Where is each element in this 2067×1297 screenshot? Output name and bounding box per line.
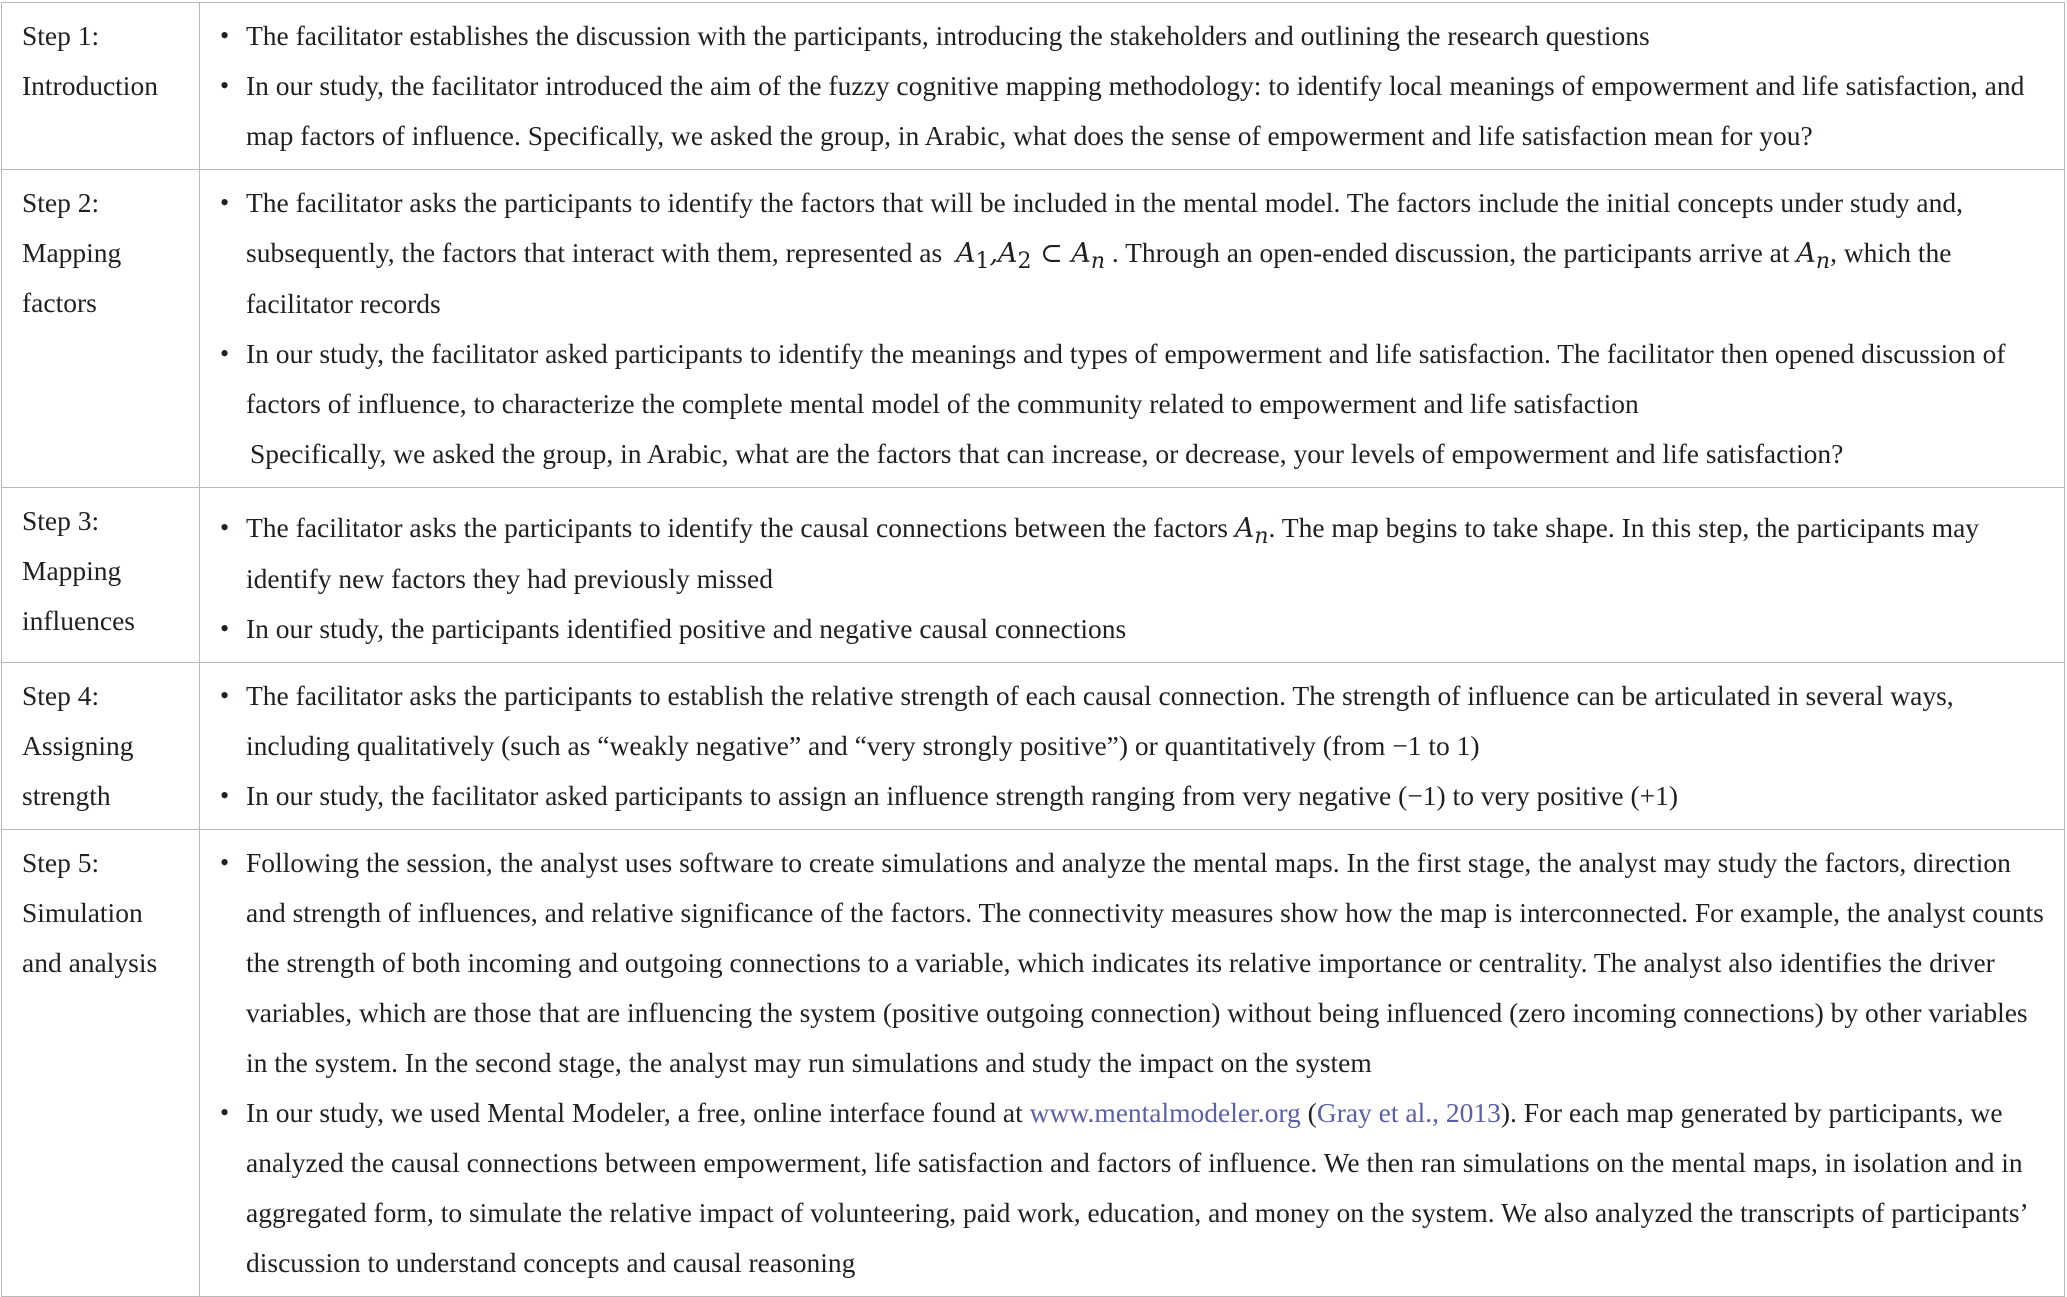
step-number: Step 1:: [22, 20, 100, 51]
paren: (: [1307, 1097, 1317, 1128]
step-description-cell: [200, 663, 2065, 830]
step-name-line: and analysis: [22, 947, 158, 978]
step-label-cell: [2, 488, 200, 663]
table-row-step-4: [2, 663, 2065, 830]
bullet-item: [228, 1088, 2050, 1288]
bullet-text: . The map begins to take shape. In this step, the participants may identify new factors they had previously missed: [246, 512, 1980, 594]
step-label-cell: [2, 170, 200, 488]
step-number: Step 5:: [22, 847, 100, 878]
bullet-text: . Through an open-ended discussion, the participants arrive at: [1111, 237, 1790, 268]
bullet-list: [228, 11, 2050, 161]
bullet-text: ). For each map generated by participants, we analyzed the causal connections between empowerment, life satisfaction and factors of influence. We then ran simulations on the mental maps, in isolation and in aggregated form, to simulate the relative impact of volunteering, paid work, education, and money on the system. We also analyzed the transcripts of participants’ discussion to understand concepts and causal reasoning: [246, 1097, 2027, 1278]
step-description-cell: [200, 3, 2065, 170]
step-number: Step 2:: [22, 187, 100, 218]
step-name-line: influences: [22, 605, 136, 636]
step-name-line: strength: [22, 780, 111, 811]
bullet-item: • In our study, the facilitator asked participants to assign an influence strength ranging from very negative (−1) to very positive (+1): [228, 771, 2050, 821]
step-label-cell: [2, 3, 200, 170]
step-description-cell: [200, 488, 2065, 663]
bullet-item: [228, 329, 2050, 429]
bullet-text: The facilitator asks the participants to identify the factors that will be included in the mental model. The factors include the initial concepts under study and, subsequently, the factors that interact with them, represented as: [246, 187, 1963, 268]
bullet-text: , which the facilitator records: [246, 237, 1952, 319]
bullet-list: [228, 838, 2050, 1288]
table-row-step-2: [2, 170, 2065, 488]
table-row-step-5: [2, 830, 2065, 1297]
citation-link[interactable]: Gray et al., 2013: [1316, 1097, 1501, 1128]
factor-formula: $A_n$: [1234, 513, 1269, 549]
bullet-text: In our study, we used Mental Modeler, a free, online interface found at: [246, 1097, 1023, 1128]
step-description-cell: [200, 170, 2065, 488]
step-name-line: Introduction: [22, 70, 158, 101]
bullet-list: [228, 671, 2050, 821]
bullet-item: [228, 178, 2050, 329]
step-name-line: Mapping: [22, 237, 122, 268]
step-name-line: Simulation: [22, 897, 143, 928]
step-name-line: factors: [22, 287, 97, 318]
bullet-text: In our study, the facilitator asked participants to identify the meanings and types of empowerment and life satisfaction. The facilitator then opened discussion of factors of influence, to characterize the complete mental model of the community related to empowerment and life satisfaction: [246, 338, 2006, 419]
step-label-cell: [2, 663, 200, 830]
bullet-item: [228, 503, 2050, 604]
step-name-line: Assigning: [22, 730, 134, 761]
step-number: Step 4:: [22, 680, 100, 711]
step-number: Step 3:: [22, 505, 100, 536]
bullet-list: [228, 178, 2050, 429]
mental-modeler-link[interactable]: www.mentalmodeler.org: [1029, 1097, 1301, 1128]
continuation-line: Specifically, we asked the group, in Arabic, what are the factors that can increase, or decrease, your levels of empowerment and life satisfaction?: [250, 438, 1844, 469]
methodology-steps-table: [1, 2, 2065, 1297]
bullet-item: • The facilitator establishes the discussion with the participants, introducing the stakeholders and outlining the research questions: [228, 11, 2050, 61]
table-row-step-1: [2, 3, 2065, 170]
bullet-item: • The facilitator asks the participants to establish the relative strength of each causal connection. The strength of influence can be articulated in several ways, including qualitatively (such as “weakly negative” and “very strongly positive”) or quantitatively (from −1 to 1): [228, 671, 2050, 771]
bullet-text: The facilitator asks the participants to identify the causal connections between the factors: [246, 512, 1228, 543]
factor-set-formula: $A_1,A_2$ ⊂ $A_n$: [955, 238, 1105, 274]
step-name-line: Mapping: [22, 555, 122, 586]
bullet-list: [228, 503, 2050, 654]
table-row-step-3: [2, 488, 2065, 663]
step-label-cell: [2, 830, 200, 1297]
bullet-item: • In our study, the participants identified positive and negative causal connections: [228, 604, 2050, 654]
bullet-item: • Following the session, the analyst uses software to create simulations and analyze the mental maps. In the first stage, the analyst may study the factors, direction and strength of influences, and relative significance of the factors. The connectivity measures show how the map is interconnected. For example, the analyst counts the strength of both incoming and outgoing connections to a variable, which indicates its relative importance or centrality. The analyst also identifies the driver variables, which are those that are influencing the system (positive outgoing connection) without being influenced (zero incoming connections) by other variables in the system. In the second stage, the analyst may run simulations and study the impact on the system: [228, 838, 2050, 1088]
factor-formula: $A_n$: [1796, 238, 1831, 274]
step-description-cell: [200, 830, 2065, 1297]
bullet-item: • In our study, the facilitator introduced the aim of the fuzzy cognitive mapping methodology: to identify local meanings of empowerment and life satisfaction, and map factors of influence. Specifically, we asked the group, in Arabic, what does the sense of empowerment and life satisfaction mean for you?: [228, 61, 2050, 161]
